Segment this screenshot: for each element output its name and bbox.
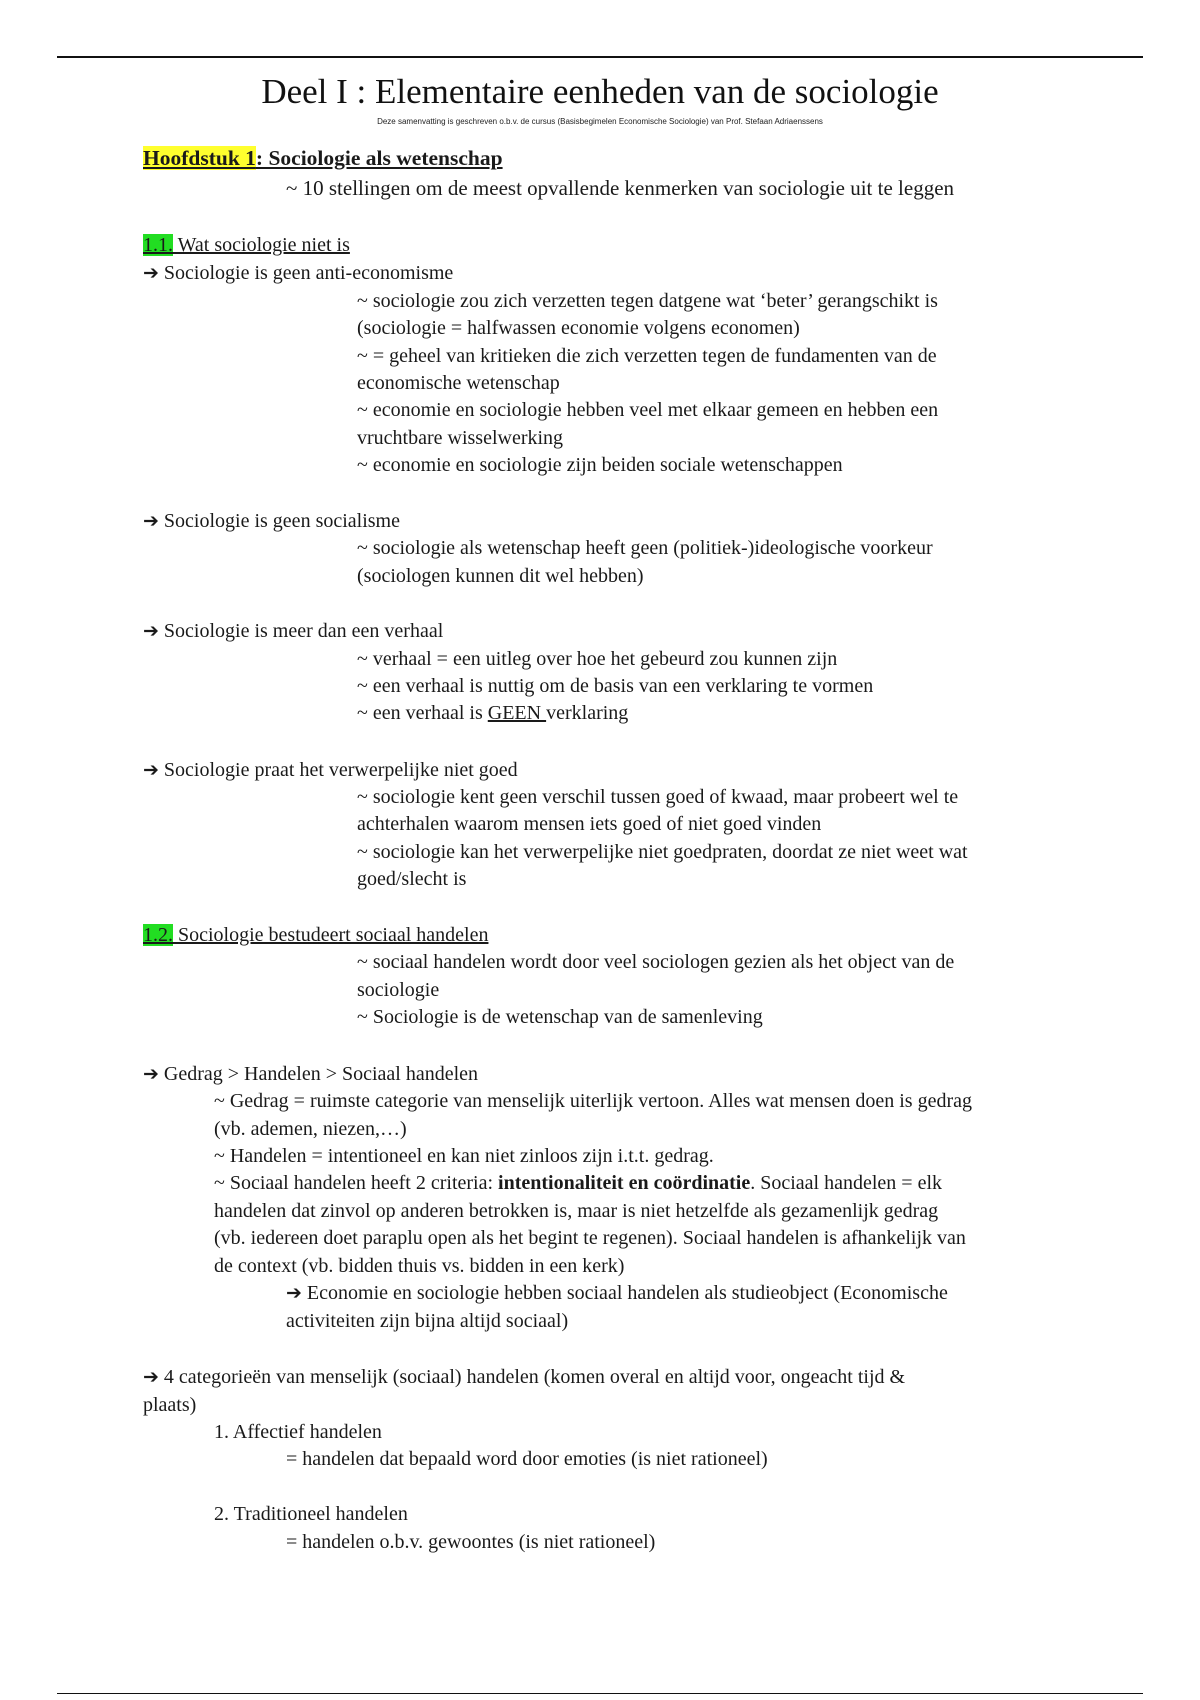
point-heading xyxy=(143,260,453,286)
category-description: = handelen dat bepaald word door emoties (is niet rationeel) xyxy=(286,1448,768,1470)
text-line: plaats) xyxy=(143,1394,197,1416)
arrow-right-icon: ➔ xyxy=(143,620,159,642)
text-line: de context (vb. bidden thuis vs. bidden in een kerk) xyxy=(214,1255,625,1277)
point-heading xyxy=(143,1364,905,1390)
section-title: Wat sociologie niet is xyxy=(173,234,350,256)
text-line: economische wetenschap xyxy=(357,372,560,394)
point-heading-text: Sociologie is meer dan een verhaal xyxy=(163,620,444,642)
top-rule xyxy=(57,56,1143,58)
point-heading-text: 4 categorieën van menselijk (sociaal) handelen (komen overal en altijd voor, ongeacht tijd & xyxy=(163,1366,906,1388)
text-line: goed/slecht is xyxy=(357,868,467,890)
point-heading xyxy=(143,508,400,534)
text-line: ~ = geheel van kritieken die zich verzetten tegen de fundamenten van de xyxy=(357,345,937,367)
page-title: Deel I : Elementaire eenheden van de sociologie xyxy=(261,72,939,111)
text-line: ~ Gedrag = ruimste categorie van menselijk uiterlijk vertoon. Alles wat mensen doen is gedrag xyxy=(214,1090,972,1112)
text-line: (vb. iedereen doet paraplu open als het begint te regenen). Sociaal handelen is afhankelijk van xyxy=(214,1227,966,1249)
page-subtitle: Deze samenvatting is geschreven o.b.v. de cursus (Basisbegimelen Economische Sociologie) van Prof. Stefaan Adriaenssens xyxy=(377,117,823,126)
text-line: vruchtbare wisselwerking xyxy=(357,427,564,449)
point-heading-text: Sociologie praat het verwerpelijke niet goed xyxy=(163,759,518,781)
text-line: achterhalen waarom mensen iets goed of niet goed vinden xyxy=(357,813,822,835)
text-fragment: ~ Sociaal handelen heeft 2 criteria: xyxy=(214,1172,499,1194)
text-fragment: ~ een verhaal is xyxy=(357,702,488,724)
category-title: 1. Affectief handelen xyxy=(214,1421,382,1443)
category-description: = handelen o.b.v. gewoontes (is niet rationeel) xyxy=(286,1531,656,1553)
point-heading xyxy=(143,618,443,644)
chapter-label: Hoofdstuk 1 xyxy=(143,146,256,170)
text-line: ~ verhaal = een uitleg over hoe het gebeurd zou kunnen zijn xyxy=(357,648,838,670)
text-line: (sociologie = halfwassen economie volgens economen) xyxy=(357,317,800,339)
text-line xyxy=(214,1170,942,1196)
emphasis-bold: intentionaliteit en coördinatie xyxy=(498,1172,751,1194)
arrow-right-icon: ➔ xyxy=(143,262,159,284)
arrow-right-icon: ➔ xyxy=(143,759,159,781)
arrow-right-icon: ➔ xyxy=(143,510,159,532)
text-line: handelen dat zinvol op anderen betrokken is, maar is niet hetzelfde als gezamenlijk gedrag xyxy=(214,1200,939,1222)
point-heading-text: Sociologie is geen anti-economisme xyxy=(163,262,454,284)
arrow-right-icon: ➔ xyxy=(286,1282,302,1304)
chapter-heading xyxy=(143,145,503,171)
text-line: sociologie xyxy=(357,979,440,1001)
text-line: ~ sociologie kan het verwerpelijke niet goedpraten, doordat ze niet weet wat xyxy=(357,841,968,863)
arrow-right-icon: ➔ xyxy=(143,1063,159,1085)
category-title: 2. Traditioneel handelen xyxy=(214,1503,408,1525)
sub-point xyxy=(286,1280,948,1306)
point-heading xyxy=(143,1061,478,1087)
chapter-title: : Sociologie als wetenschap xyxy=(255,146,503,170)
text-line: ~ sociologie als wetenschap heeft geen (politiek-)ideologische voorkeur xyxy=(357,537,933,559)
text-fragment: . Sociaal handelen = elk xyxy=(750,1172,943,1194)
text-line: ~ Handelen = intentioneel en kan niet zinloos zijn i.t.t. gedrag. xyxy=(214,1145,714,1167)
section-number: 1.2. xyxy=(143,924,173,946)
arrow-right-icon: ➔ xyxy=(143,1366,159,1388)
point-heading xyxy=(143,757,518,783)
point-heading-text: Sociologie is geen socialisme xyxy=(163,510,400,532)
bottom-rule xyxy=(57,1693,1143,1694)
sub-point-text: Economie en sociologie hebben sociaal handelen als studieobject (Economische xyxy=(306,1282,948,1304)
text-fragment: verklaring xyxy=(546,702,629,724)
text-line: (sociologen kunnen dit wel hebben) xyxy=(357,565,644,587)
section-title: Sociologie bestudeert sociaal handelen xyxy=(173,924,489,946)
text-line: ~ een verhaal is nuttig om de basis van een verklaring te vormen xyxy=(357,675,874,697)
text-line: ~ economie en sociologie hebben veel met elkaar gemeen en hebben een xyxy=(357,399,939,421)
section-1-2-heading xyxy=(143,922,488,948)
point-heading-text: Gedrag > Handelen > Sociaal handelen xyxy=(163,1063,479,1085)
chapter-intro: ~ 10 stellingen om de meest opvallende kenmerken van sociologie uit te leggen xyxy=(286,176,955,200)
text-line xyxy=(357,700,628,726)
text-line: ~ sociaal handelen wordt door veel sociologen gezien als het object van de xyxy=(357,951,955,973)
text-line: (vb. ademen, niezen,…) xyxy=(214,1118,407,1140)
text-line: ~ sociologie kent geen verschil tussen goed of kwaad, maar probeert wel te xyxy=(357,786,959,808)
text-line: ~ economie en sociologie zijn beiden sociale wetenschappen xyxy=(357,454,843,476)
text-line: ~ Sociologie is de wetenschap van de samenleving xyxy=(357,1006,763,1028)
section-number: 1.1. xyxy=(143,234,173,256)
text-line: ~ sociologie zou zich verzetten tegen datgene wat ‘beter’ gerangschikt is xyxy=(357,290,938,312)
text-line: activiteiten zijn bijna altijd sociaal) xyxy=(286,1310,569,1332)
emphasis-underlined: GEEN xyxy=(487,702,547,724)
section-1-1-heading xyxy=(143,232,350,258)
